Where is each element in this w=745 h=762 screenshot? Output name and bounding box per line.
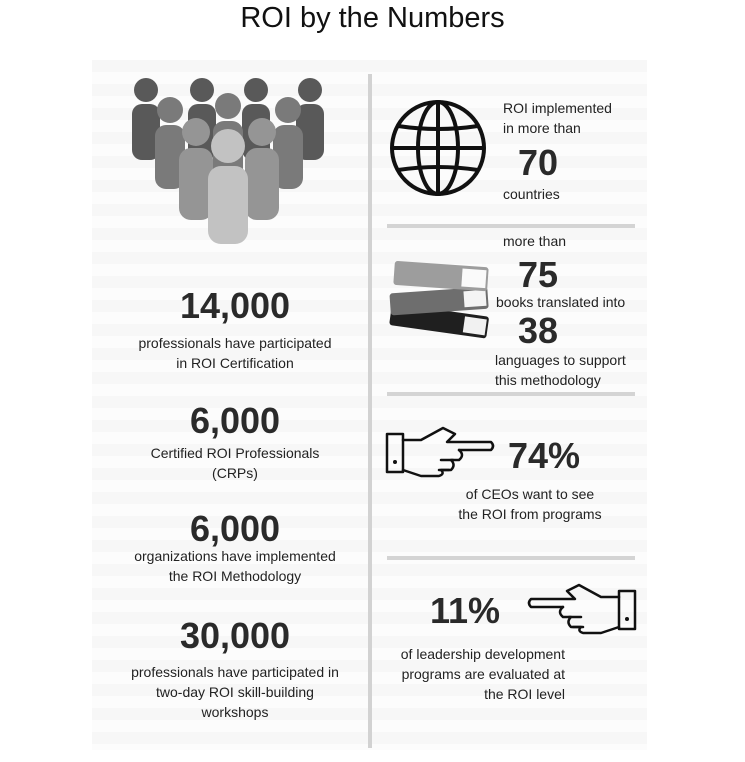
page-title: ROI by the Numbers <box>240 2 505 34</box>
pointing-hand-left-icon <box>525 583 637 635</box>
section-divider <box>387 392 635 396</box>
books-intro: more than <box>503 233 567 249</box>
languages-number: 38 <box>517 310 559 351</box>
languages-label: languages to support this methodology <box>495 352 626 388</box>
section-divider <box>387 556 635 560</box>
ceos-text: of CEOs want to see the ROI from programs <box>458 486 602 522</box>
stat-organizations-text: organizations have implemented the ROI Methodology <box>134 548 336 584</box>
vertical-divider <box>368 74 372 748</box>
countries-label: countries <box>503 186 560 202</box>
people-group-icon <box>128 74 328 246</box>
stat-certification-number: 14,000 <box>179 285 291 326</box>
stat-workshops-number: 30,000 <box>179 615 291 656</box>
leadership-text: of leadership development programs are evaluated at the ROI level <box>400 646 565 702</box>
stat-crp-text: Certified ROI Professionals (CRPs) <box>150 445 320 481</box>
countries-intro: ROI implemented in more than <box>503 100 612 136</box>
stat-certification-text: professionals have participated in ROI Certification <box>138 335 332 371</box>
stat-crp-number: 6,000 <box>189 400 281 441</box>
books-number: 75 <box>517 254 559 295</box>
pointing-hand-right-icon <box>385 426 497 478</box>
books-label: books translated into <box>496 294 626 310</box>
leadership-number: 11% <box>430 590 501 631</box>
section-divider <box>387 224 635 228</box>
countries-number: 70 <box>517 142 559 183</box>
stat-organizations-number: 6,000 <box>189 508 281 549</box>
globe-icon <box>388 98 488 198</box>
stat-workshops-text: professionals have participated in two-day ROI skill-building workshops <box>131 664 339 720</box>
ceos-number: 74% <box>508 435 581 476</box>
books-stack-icon <box>386 256 494 346</box>
